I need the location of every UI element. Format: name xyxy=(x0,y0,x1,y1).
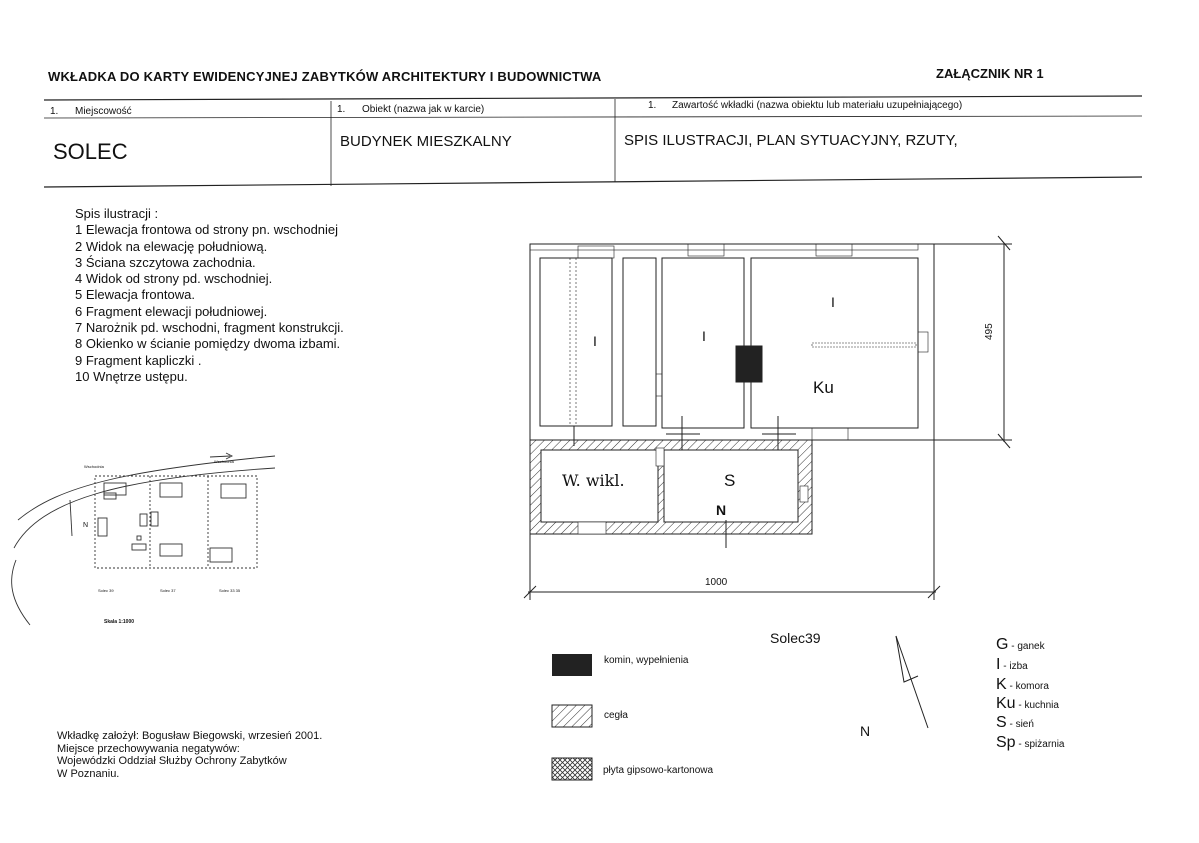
code-label: spiżarnia xyxy=(1024,739,1065,750)
code-key: G xyxy=(996,636,1009,653)
object-value: BUDYNEK MIESZKALNY xyxy=(340,133,512,150)
site-lot-label: Solec 37 xyxy=(160,588,176,593)
contents-value: SPIS ILUSTRACJI, PLAN SYTUACYJNY, RZUTY, xyxy=(624,132,958,149)
code-entry: K - komora xyxy=(996,676,1049,693)
legend-label-chimney: komin, wypełnienia xyxy=(604,655,689,666)
legend-swatch-plasterboard xyxy=(552,758,592,780)
site-road-label-right: Wschodnia xyxy=(214,459,234,464)
list-item: 7 Narożnik pd. wschodni, fragment konstrukcji. xyxy=(75,320,344,336)
storage-label: Miejsce przechowywania negatywów: xyxy=(57,742,240,755)
attachment-number: ZAŁĄCZNIK NR 1 xyxy=(936,66,1044,81)
dimension-depth: 495 xyxy=(984,323,995,340)
north-arrow-label: N xyxy=(860,723,871,739)
code-entry: G - ganek xyxy=(996,636,1045,653)
founder-line: Wkładkę założył: Bogusław Biegowski, wrzesień 2001. xyxy=(57,730,323,742)
site-scale: Skala 1:1000 xyxy=(104,619,135,625)
code-entry: Ku - kuchnia xyxy=(996,695,1059,712)
code-label: kuchnia xyxy=(1024,700,1059,711)
location-value: SOLEC xyxy=(53,139,128,164)
code-key: Ku xyxy=(996,695,1016,712)
list-item: 4 Widok od strony pd. wschodniej. xyxy=(75,271,273,287)
dimension-width: 1000 xyxy=(705,577,728,588)
code-key: K xyxy=(996,676,1007,693)
list-item: 8 Okienko w ścianie pomiędzy dwoma izbami. xyxy=(75,336,341,352)
site-plan xyxy=(12,453,275,625)
location-number: 1. xyxy=(50,106,59,117)
location-label: Miejscowość xyxy=(75,106,132,117)
illustration-list-heading: Spis ilustracji : xyxy=(75,206,159,221)
object-label: Obiekt (nazwa jak w karcie) xyxy=(362,104,485,115)
list-item: 6 Fragment elewacji południowej. xyxy=(75,303,268,319)
storage-line: W Poznaniu. xyxy=(57,767,120,780)
list-item: 9 Fragment kapliczki . xyxy=(75,352,202,368)
code-entry: Sp - spiżarnia xyxy=(996,734,1065,751)
contents-label: Zawartość wkładki (nazwa obiektu lub materiału uzupełniającego) xyxy=(672,100,963,111)
code-label: sień xyxy=(1015,719,1034,730)
room-label-storage: W. wikl. xyxy=(562,471,625,490)
plan-north-label: N xyxy=(716,502,727,518)
code-label: ganek xyxy=(1017,641,1045,652)
object-number: 1. xyxy=(337,104,346,115)
site-lot-label: Solec 39 xyxy=(98,588,114,593)
illustration-list xyxy=(75,206,344,385)
room-label-hall: S xyxy=(724,471,736,490)
room-label-izba: I xyxy=(702,328,706,344)
site-road-label-left: Wschodnia xyxy=(84,464,104,469)
room-label-izba: I xyxy=(831,294,835,310)
storage-line: Wojewódzki Oddział Służby Ochrony Zabytków xyxy=(57,755,287,767)
list-item: 3 Ściana szczytowa zachodnia. xyxy=(75,254,256,270)
code-key: S xyxy=(996,714,1007,731)
site-north-label: N xyxy=(83,522,89,529)
code-label: komora xyxy=(1015,681,1049,692)
list-item: 5 Elewacja frontowa. xyxy=(75,287,195,303)
legend-swatch-brick xyxy=(552,705,592,727)
page-title: WKŁADKA DO KARTY EWIDENCYJNEJ ZABYTKÓW ARCHITEKTURY I BUDOWNICTWA xyxy=(48,69,602,84)
legend-swatch-chimney xyxy=(552,654,592,676)
list-item: 1 Elewacja frontowa od strony pn. wschodniej xyxy=(75,222,339,238)
footer-info xyxy=(57,730,322,780)
list-item: 2 Widok na elewację południową. xyxy=(75,238,268,254)
plan-name: Solec39 xyxy=(770,630,821,646)
legend-label-brick: cegła xyxy=(604,710,628,721)
code-key: Sp xyxy=(996,734,1016,751)
code-entry: I - izba xyxy=(996,656,1028,673)
floor-plan xyxy=(524,236,1012,600)
room-label-kitchen: Ku xyxy=(813,378,834,397)
code-key: I xyxy=(996,656,1001,673)
legend-label-plasterboard: płyta gipsowo-kartonowa xyxy=(603,765,714,776)
code-entry: S - sień xyxy=(996,714,1034,731)
list-item: 10 Wnętrze ustępu. xyxy=(75,368,188,384)
contents-number: 1. xyxy=(648,100,657,111)
code-label: izba xyxy=(1009,661,1028,672)
north-arrow xyxy=(896,636,928,728)
room-label-izba: I xyxy=(593,333,597,349)
site-lot-label: Solec 33 35 xyxy=(219,588,241,593)
header-table-lines xyxy=(44,96,1142,187)
